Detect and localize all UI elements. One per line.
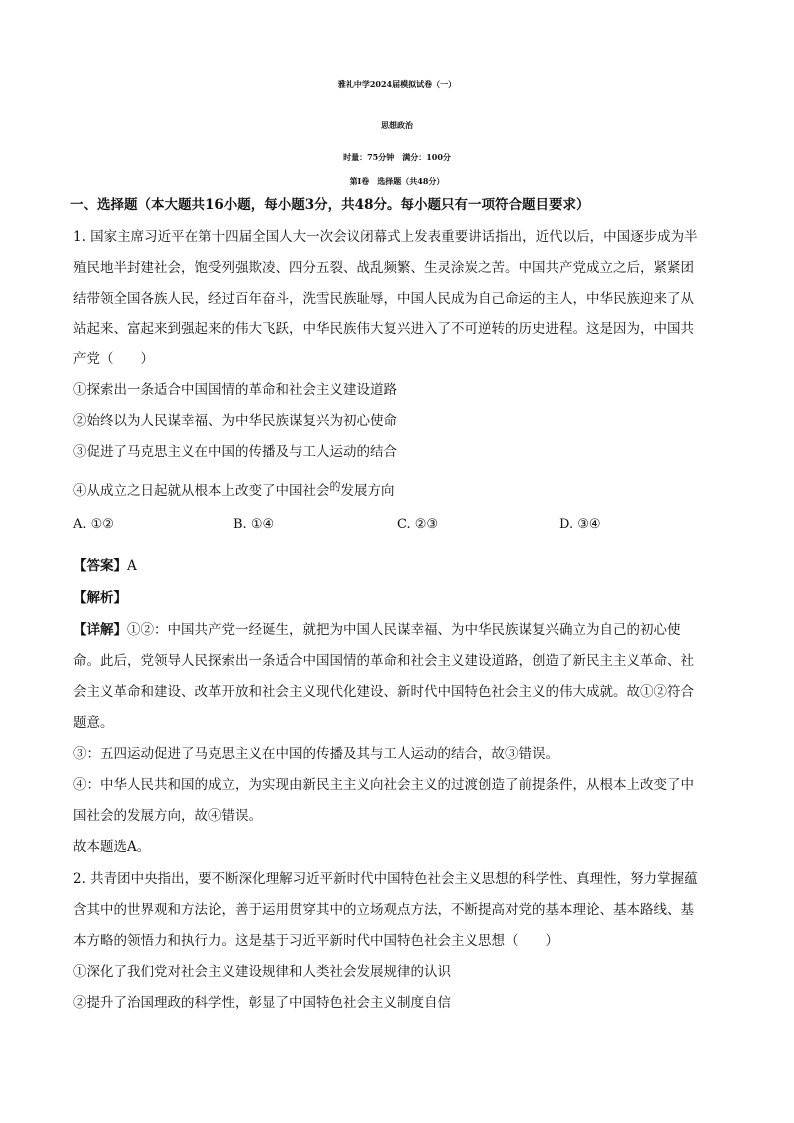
q1-stem-line: 产党（ ） [73,351,154,367]
part-title: 第Ⅰ卷 选择题（共48分） [349,176,445,186]
q1-item-4-text-b: 发展方向 [340,483,395,499]
q1-item-4-text-a: ④从成立之日起就从根本上改变了中国社会 [73,483,330,499]
q2-stem-line: 含其中的世界观和方法论，善于运用贯穿其中的立场观点方法，不断提高对党的基本理论、基本路线、基 [73,902,694,918]
q1-conclusion: 故本题选A。 [73,839,151,855]
analysis-tag: 【解析】 [73,590,127,606]
q1-detail-line: ④：中华人民共和国的成立，为实现由新民主主义向社会主义的过渡创造了前提条件，从根本上改变了中 [73,777,694,793]
q1-item-4 [73,482,395,501]
q1-detail-line: 国社会的发展方向，故④错误。 [73,808,262,824]
detail-tag: 【详解】 [73,622,127,638]
q1-stem-line: 站起来、富起来到强起来的伟大飞跃，中华民族伟大复兴进入了不可逆转的历史进程。这是因为，中国共 [73,321,694,337]
q1-detail-line: ③：五四运动促进了马克思主义在中国的传播及其与工人运动的结合，故③错误。 [73,746,559,762]
exam-title: 雅礼中学2024届模拟试卷（一） [337,79,457,89]
q1-option-a: A. ①② [73,517,114,532]
q1-item-3: ③促进了马克思主义在中国的传播及与工人运动的结合 [73,444,397,460]
q2-item-2: ②提升了治国理政的科学性，彰显了中国特色社会主义制度自信 [73,995,451,1011]
q1-option-b: B. ①④ [233,517,275,532]
q1-option-d: D. ③④ [559,517,601,532]
q2-item-1: ①深化了我们党对社会主义建设规律和人类社会发展规律的认识 [73,964,451,980]
q1-detail-line: 题意。 [73,715,114,731]
q1-answer [73,557,137,575]
q1-item-1: ①探索出一条适合中国国情的革命和社会主义建设道路 [73,382,397,398]
subject-title: 思想政治 [381,120,413,130]
q1-detail-line: 命。此后，党领导人民探索出一条适合中国国情的革命和社会主义建设道路，创造了新民主主义革命、社 [73,653,694,669]
q1-item-4-sup: 的 [329,480,341,493]
q1-stem-line: 1. 国家主席习近平在第十四届全国人大一次会议闭幕式上发表重要讲话指出，近代以后，中国逐步成为半 [73,229,698,245]
answer-value: A [127,558,137,574]
time-score-info: 时量：75分钟 满分：100分 [343,152,451,162]
detail-text: ①②：中国共产党一经诞生，就把为中国人民谋幸福、为中华民族谋复兴确立为自己的初心使 [127,622,681,638]
q1-detail-line [73,621,681,639]
q2-stem-line: 本方略的领悟力和执行力。这是基于习近平新时代中国特色社会主义思想（ ） [73,933,559,949]
q1-stem-line: 殖民地半封建社会，饱受列强欺凌、四分五裂、战乱频繁、生灵涂炭之苦。中国共产党成立之后，紧紧团 [73,260,694,276]
section-title: 一、选择题（本大题共16小题，每小题3分，共48分。每小题只有一项符合题目要求） [70,197,590,213]
q1-item-2: ②始终以为人民谋幸福、为中华民族谋复兴为初心使命 [73,413,397,429]
q1-stem-line: 结带领全国各族人民，经过百年奋斗，洗雪民族耻辱，中国人民成为自己命运的主人，中华民族迎来了从 [73,291,694,307]
q1-option-c: C. ②③ [397,517,439,532]
q2-stem-line: 2. 共青团中央指出，要不断深化理解习近平新时代中国特色社会主义思想的科学性、真理性，努力掌握蕴 [73,871,698,887]
q1-detail-line: 会主义革命和建设、改革开放和社会主义现代化建设、新时代中国特色社会主义的伟大成就。故①②符合 [73,684,694,700]
answer-tag: 【答案】 [73,558,127,574]
